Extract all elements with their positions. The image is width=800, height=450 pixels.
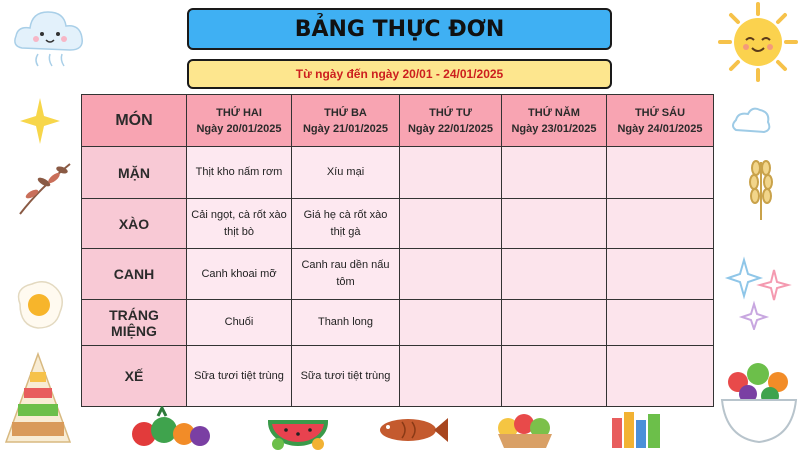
empty-cell (502, 346, 607, 407)
sun-icon (716, 0, 800, 84)
empty-cell (400, 147, 502, 199)
row-label: XẾ (82, 346, 187, 407)
dish-cell: Giá hẹ cà rốt xào thịt gà (292, 199, 400, 249)
day-name: THỨ HAI (216, 106, 262, 119)
leaf-branch-icon (10, 158, 76, 218)
empty-cell (502, 147, 607, 199)
fish-icon (374, 410, 450, 448)
day-name: THỨ BA (324, 106, 367, 119)
dish-cell: Cải ngọt, cà rốt xào thịt bò (187, 199, 292, 249)
empty-cell (400, 249, 502, 300)
row-label: MẶN (82, 147, 187, 199)
day-name: THỨ TƯ (429, 106, 472, 119)
cloud-icon (8, 0, 90, 70)
table-row (82, 346, 714, 407)
menu-title: BẢNG THỰC ĐƠN (187, 8, 612, 50)
cloud-icon (728, 100, 774, 150)
dish-cell: Xíu mại (292, 147, 400, 199)
empty-cell (400, 346, 502, 407)
empty-cell (607, 346, 714, 407)
fruit-basket-icon (492, 406, 558, 450)
dish-type-header: MÓN (82, 95, 187, 147)
empty-cell (607, 147, 714, 199)
empty-cell (502, 249, 607, 300)
empty-cell (607, 300, 714, 346)
day-date: Ngày 23/01/2025 (511, 122, 597, 135)
food-pyramid-icon (2, 350, 74, 446)
table-row (82, 147, 714, 199)
day-header-thursday (502, 95, 607, 147)
day-header-friday (607, 95, 714, 147)
empty-cell (607, 199, 714, 249)
day-date: Ngày 24/01/2025 (617, 122, 703, 135)
day-header-wednesday (400, 95, 502, 147)
empty-cell (502, 199, 607, 249)
row-label: TRÁNG MIỆNG (82, 300, 187, 346)
day-name: THỨ NĂM (528, 106, 580, 119)
dish-cell: Canh khoai mỡ (187, 249, 292, 300)
dish-cell: Sữa tươi tiệt trùng (187, 346, 292, 407)
dish-cell: Sữa tươi tiệt trùng (292, 346, 400, 407)
day-header-tuesday (292, 95, 400, 147)
dish-cell: Thịt kho nấm rơm (187, 147, 292, 199)
table-row (82, 249, 714, 300)
menu-table (81, 94, 714, 407)
sparkle-icon (724, 250, 794, 330)
day-date: Ngày 21/01/2025 (302, 122, 388, 135)
day-header-monday (187, 95, 292, 147)
empty-cell (502, 300, 607, 346)
table-row (82, 300, 714, 346)
empty-cell (607, 249, 714, 300)
empty-cell (400, 199, 502, 249)
table-row (82, 199, 714, 249)
day-date: Ngày 22/01/2025 (407, 122, 493, 135)
wheat-icon (736, 152, 786, 222)
groceries-icon (608, 404, 664, 450)
row-label: XÀO (82, 199, 187, 249)
watermelon-icon (266, 406, 330, 450)
vegetables-icon (128, 406, 214, 450)
dish-cell: Chuối (187, 300, 292, 346)
empty-cell (400, 300, 502, 346)
fried-egg-icon (10, 276, 68, 334)
salad-bowl-icon (718, 352, 800, 450)
day-name: THỨ SÁU (634, 106, 686, 119)
row-label: CANH (82, 249, 187, 300)
header-row (82, 95, 714, 147)
day-date: Ngày 20/01/2025 (196, 122, 282, 135)
date-range: Từ ngày đến ngày 20/01 - 24/01/2025 (187, 59, 612, 89)
sparkle-icon (18, 96, 62, 146)
dish-cell: Canh rau dền nấu tôm (292, 249, 400, 300)
dish-cell: Thanh long (292, 300, 400, 346)
